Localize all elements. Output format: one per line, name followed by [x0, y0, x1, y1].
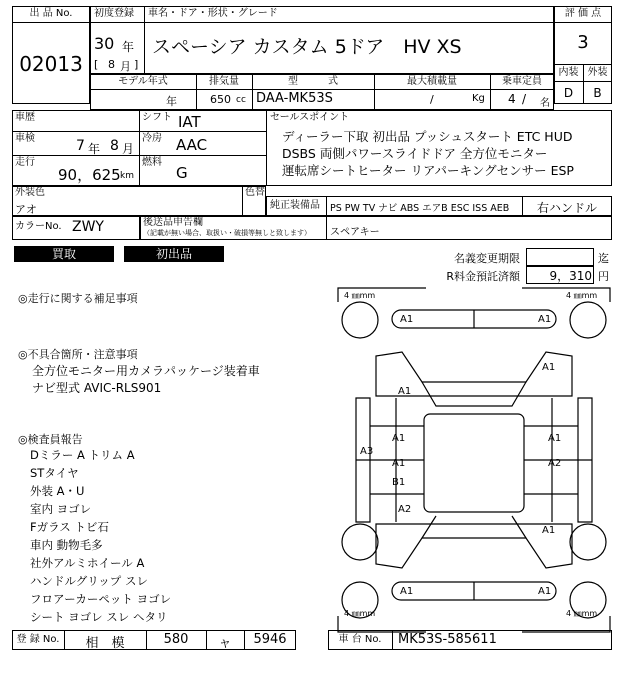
month-unit: 月	[120, 60, 131, 73]
inspection-year-unit: 年	[88, 142, 101, 156]
until-label: 迄	[598, 252, 609, 265]
aftermarket-note: （記載が無い場合、取扱い・破損等無しと致します）	[143, 229, 311, 237]
damage-mark: A1	[542, 362, 556, 373]
inspector-line: フロアーカーペット ヨゴレ	[30, 592, 172, 606]
model-type: DAA-MK53S	[256, 91, 333, 106]
shift-value: IAT	[178, 113, 201, 131]
km-unit: km	[120, 171, 134, 181]
inspector-line: ハンドルグリップ スレ	[30, 574, 148, 588]
divider	[144, 6, 145, 74]
divider	[12, 22, 90, 23]
reg-no-label: 登 録 No.	[16, 634, 60, 645]
inspector-line: 室内 ヨゴレ	[30, 502, 92, 516]
score-label: 評 価 点	[564, 8, 602, 19]
damage-mark: A1	[392, 433, 406, 444]
sales-point-2: DSBS 両側パワースライドドア 全方位モニター	[282, 146, 548, 161]
tire-depth-rear-right: 4 ㎜mm	[566, 609, 598, 618]
inspection-year: 7	[76, 138, 85, 154]
exterior-grade: B	[593, 86, 602, 100]
reg-class: 580	[163, 632, 189, 647]
divider	[326, 216, 327, 240]
divider	[139, 110, 140, 186]
damage-mark: A1	[400, 586, 414, 597]
damage-mark: A1	[400, 314, 414, 325]
inspector-line: 車内 動物毛多	[30, 538, 103, 552]
capacity-sep: /	[522, 92, 527, 106]
car-name-label: 車名・ドア・形状・グレード	[148, 8, 278, 19]
divider	[554, 81, 612, 82]
year-unit: 年	[122, 40, 135, 54]
persons-unit: 名	[540, 98, 550, 109]
buy-badge: 買取	[14, 246, 114, 262]
damage-mark: A3	[360, 446, 374, 457]
inspection-month: 8	[110, 138, 119, 154]
reg-kana: ャ	[218, 636, 232, 651]
max-load-label: 最大積載量	[407, 76, 457, 87]
damage-mark: A2	[548, 458, 562, 469]
kg-unit: Kg	[472, 93, 485, 104]
inspector-title: ◎検査員報告	[18, 433, 83, 446]
model-year-label: モデル年式	[118, 76, 168, 87]
aftermarket-value: スペアキー	[330, 227, 380, 238]
first-reg-month-open: [	[94, 58, 99, 71]
sales-point-3: 運転席シートヒーター リアパーキングセンサー ESP	[282, 163, 574, 178]
wheel-rear-right	[570, 524, 606, 560]
model-year: 年	[166, 95, 177, 108]
lot-label: 出 品 No.	[29, 8, 73, 19]
shift-label: シフト	[142, 112, 172, 123]
car-diagram	[336, 286, 612, 634]
inspector-line: 社外アルミホイール A	[30, 556, 145, 570]
chassis-value: MK53S-585611	[398, 632, 497, 647]
divider	[90, 22, 554, 23]
tire-depth-rear-left: 4 ㎜mm	[344, 609, 376, 618]
damage-mark: A1	[542, 525, 556, 536]
car-name: スペーシア カスタム 5ドア HV XS	[152, 36, 462, 58]
capacity: 4	[508, 92, 516, 106]
displacement-label: 排気量	[209, 76, 239, 87]
genuine-value: PS PW TV ナビ ABS エアB ESC ISS AEB	[330, 203, 510, 214]
color-box	[12, 186, 266, 216]
name-change-field	[526, 248, 594, 266]
odometer-value: 90，625	[58, 166, 121, 184]
fuel-value: G	[176, 164, 188, 182]
name-change-label: 名義変更期限	[454, 252, 520, 265]
reg-number: 5946	[253, 632, 287, 647]
wheel-rear-left	[342, 524, 378, 560]
damage-mark: A1	[398, 386, 412, 397]
damage-mark: A1	[538, 314, 552, 325]
interior-label: 内装	[558, 67, 579, 78]
max-load: /	[430, 93, 434, 106]
color-no-label: カラーNo.	[15, 221, 62, 232]
recycle-label: R料金預託済額	[446, 270, 520, 283]
damage-mark: A1	[548, 433, 562, 444]
sales-point-1: ディーラー下取 初出品 プッシュスタート ETC HUD	[282, 129, 573, 144]
odometer-label: 走行	[15, 157, 35, 168]
fuel-label: 燃料	[142, 157, 162, 168]
defect-line: 全方位モニター用カメラパッケージ装着車	[32, 364, 260, 378]
color-sign-label: 色替	[245, 187, 265, 198]
handle-value: 右ハンドル	[536, 201, 597, 215]
damage-mark: B1	[392, 477, 406, 488]
first-listing-badge: 初出品	[124, 246, 224, 262]
sales-points-label: セールスポイント	[270, 112, 350, 123]
yen-label: 円	[598, 270, 609, 283]
divider	[12, 155, 266, 156]
inspector-line: シート ヨゴレ スレ ヘタリ	[30, 610, 168, 624]
displacement: 650	[210, 93, 231, 106]
divider	[90, 89, 554, 90]
divider	[12, 131, 266, 132]
wheel-front-right	[570, 302, 606, 338]
recycle-value: 9，310	[549, 269, 592, 283]
divider	[326, 196, 327, 216]
divider	[554, 22, 612, 23]
divider	[392, 630, 393, 650]
inspector-line: Fガラス トビ石	[30, 520, 109, 534]
defect-line: ナビ型式 AVIC-RLS901	[32, 381, 162, 395]
inspector-line: 外装 A・U	[30, 484, 85, 498]
wheel-front-left	[342, 302, 378, 338]
inspection-month-unit: 月	[122, 142, 135, 156]
ext-color-value: アオ	[15, 203, 37, 216]
defects-title: ◎不具合箇所・注意事項	[18, 348, 138, 361]
interior-grade: D	[563, 86, 574, 100]
genuine-label: 純正装備品	[270, 200, 320, 211]
tire-depth-front-right: 4 ㎜mm	[566, 291, 598, 300]
tire-depth-front-left: 4 ㎜mm	[344, 291, 376, 300]
color-no-value: ZWY	[72, 219, 104, 235]
roof	[424, 414, 524, 512]
lot-number: 02013	[19, 52, 83, 76]
model-type-label: 型 式	[288, 76, 338, 87]
aftermarket-label: 後送品申告欄	[143, 217, 203, 228]
ac-label: 冷房	[142, 133, 162, 144]
inspector-line: STタイヤ	[30, 466, 79, 480]
history-label: 車歴	[15, 112, 35, 123]
first-reg-year: 30	[94, 34, 115, 53]
inspector-line: Dミラー A トリム A	[30, 448, 135, 462]
score-value: 3	[577, 32, 589, 53]
ext-color-label: 外装色	[15, 187, 45, 198]
divider	[242, 186, 243, 216]
first-reg-month: 8	[108, 58, 115, 71]
inspection-label: 車検	[15, 133, 35, 144]
reg-office: 相 模	[85, 636, 125, 651]
chassis-label: 車 台 No.	[338, 634, 382, 645]
ac-value: AAC	[176, 136, 208, 154]
driving-notes-title: ◎走行に関する補足事項	[18, 292, 138, 305]
first-reg-month-close: ]	[134, 58, 139, 71]
damage-mark: A2	[398, 504, 412, 515]
exterior-label: 外装	[587, 67, 608, 78]
divider	[266, 110, 267, 186]
cc-unit: cc	[236, 95, 246, 105]
damage-mark: A1	[538, 586, 552, 597]
damage-mark: A1	[392, 458, 406, 469]
first-reg-label: 初度登録	[94, 8, 134, 19]
capacity-label: 乗車定員	[502, 76, 542, 87]
